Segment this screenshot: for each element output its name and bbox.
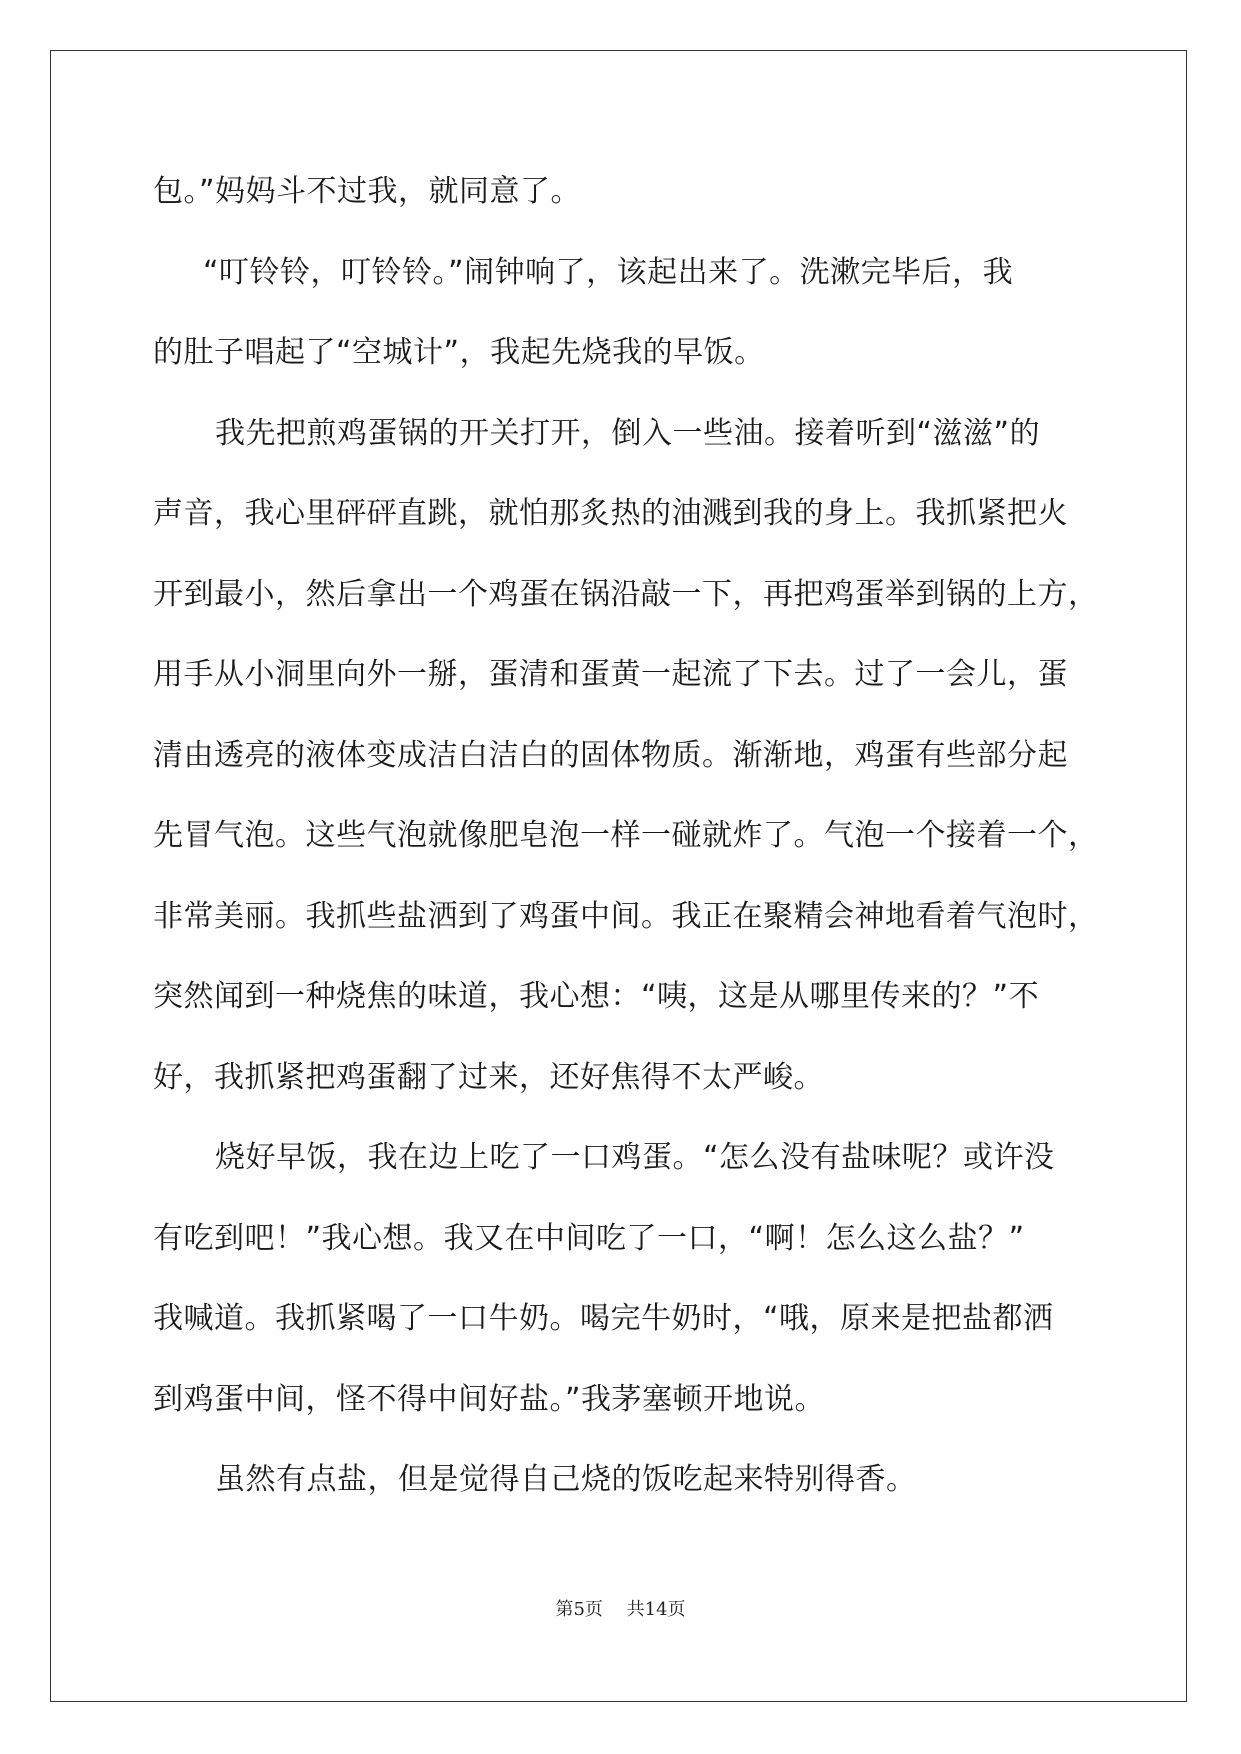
text-line: 用手从小洞里向外一掰，蛋清和蛋黄一起流了下去。过了一会儿，蛋: [153, 657, 1068, 692]
text-line: 我先把煎鸡蛋锅的开关打开，倒入一些油。接着听到“滋滋”的: [215, 415, 1041, 451]
text-line: 有吃到吧！”我心想。我又在中间吃了一口，“啊！怎么这么盐？”: [153, 1220, 1025, 1256]
page-number: 第5页 共14页: [555, 1599, 686, 1620]
text-line: 包。”妈妈斗不过我，就同意了。: [153, 174, 582, 209]
text-line: 虽然有点盐，但是觉得自己烧的饭吃起来特别得香。: [215, 1462, 917, 1497]
text-line: 到鸡蛋中间，怪不得中间好盐。”我茅塞顿开地说。: [153, 1381, 826, 1417]
document-body: [153, 152, 1099, 1521]
text-line: 先冒气泡。这些气泡就像肥皂泡一样一碰就炸了。气泡一个接着一个，: [153, 818, 1099, 853]
text-line: “叮铃铃，叮铃铃。”闹钟响了，该起出来了。洗漱完毕后，我: [203, 254, 1014, 290]
text-line: 的肚子唱起了“空城计”，我起先烧我的早饭。: [153, 335, 765, 370]
text-line: 好，我抓紧把鸡蛋翻了过来，还好焦得不太严峻。: [153, 1059, 824, 1095]
text-line: 开到最小，然后拿出一个鸡蛋在锅沿敲一下，再把鸡蛋举到锅的上方，: [153, 576, 1099, 612]
text-line: 烧好早饭，我在边上吃了一口鸡蛋。“怎么没有盐味呢？或许没: [215, 1140, 1055, 1175]
text-line: 声音，我心里砰砰直跳，就怕那炙热的油溅到我的身上。我抓紧把火: [153, 496, 1068, 531]
text-line: 非常美丽。我抓些盐洒到了鸡蛋中间。我正在聚精会神地看着气泡时，: [153, 898, 1099, 934]
text-line: 我喊道。我抓紧喝了一口牛奶。喝完牛奶时，“哦，原来是把盐都洒: [153, 1301, 1054, 1336]
text-line: 清由透亮的液体变成洁白洁白的固体物质。渐渐地，鸡蛋有些部分起: [153, 737, 1068, 773]
text-line: 突然闻到一种烧焦的味道，我心想：“咦，这是从哪里传来的？”不: [153, 979, 1040, 1014]
